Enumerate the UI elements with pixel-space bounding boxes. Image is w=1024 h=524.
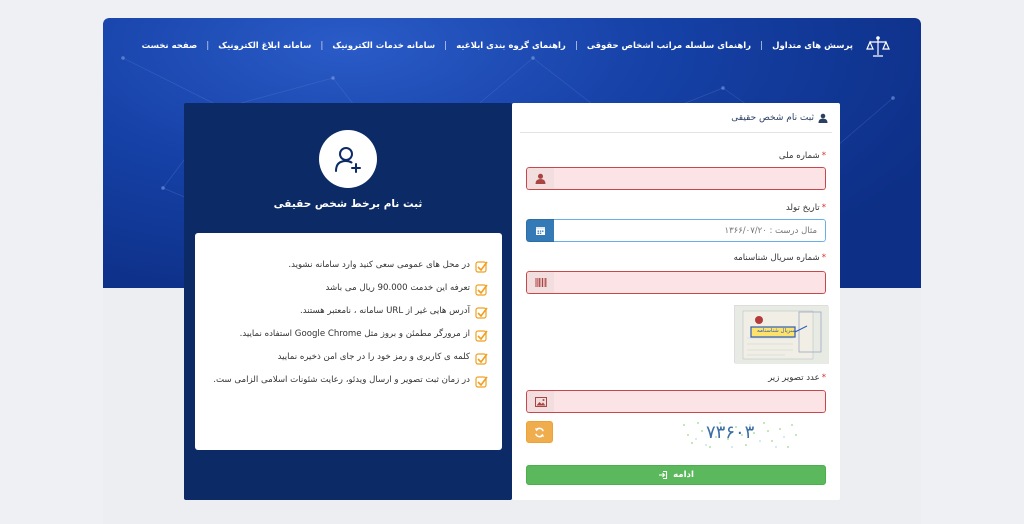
nav-notification-grouping-guide[interactable]: راهنمای گروه بندی ابلاغیه (456, 41, 566, 51)
page-frame (103, 18, 921, 524)
user-icon (818, 113, 828, 123)
top-navigation (142, 36, 853, 56)
image-icon (526, 390, 554, 413)
captcha-field (526, 390, 826, 413)
nav-faq[interactable]: پرسش های متداول (772, 41, 853, 51)
registration-form (512, 103, 840, 500)
rule-text: کلمه ی کاربری و رمز خود را در جای امن ذخیره نمایید (277, 352, 470, 362)
checkbox-checked-icon (475, 260, 488, 273)
nav-separator: | (206, 41, 210, 51)
checkbox-checked-icon (475, 306, 488, 319)
national-id-input[interactable] (554, 167, 826, 190)
required-mark: * (821, 151, 826, 161)
rule-item (209, 351, 488, 365)
captcha-label (768, 373, 826, 383)
user-add-icon (319, 130, 377, 188)
continue-button-label: ادامه (673, 470, 694, 480)
rule-text: آدرس هایی غیر از URL سامانه ، نامعتبر هستند. (300, 306, 470, 316)
calendar-icon[interactable] (526, 219, 554, 242)
serial-sample-image (734, 305, 828, 363)
nav-home[interactable]: صفحه نخست (141, 41, 198, 51)
nav-legal-hierarchy-guide[interactable]: راهنمای سلسله مراتب اشخاص حقوقی (586, 41, 752, 51)
checkbox-checked-icon (475, 375, 488, 388)
nav-separator: | (574, 41, 578, 51)
national-id-label (779, 151, 826, 161)
captcha-input[interactable] (554, 390, 826, 413)
birth-date-input[interactable] (554, 219, 826, 242)
rule-item (209, 282, 488, 296)
checkbox-checked-icon (475, 352, 488, 365)
rule-item (209, 259, 488, 273)
info-panel-title: ثبت نام برخط شخص حقیقی (273, 198, 423, 210)
serial-label (734, 253, 826, 263)
sample-image-caption: سریال شناسنامه (757, 328, 796, 334)
required-mark: * (821, 203, 826, 213)
rule-item (209, 328, 488, 342)
rule-item (209, 374, 488, 388)
nav-separator: | (444, 41, 448, 51)
birth-date-label-text: تاریخ تولد (785, 203, 820, 213)
birth-date-field (526, 219, 826, 242)
required-mark: * (821, 253, 826, 263)
required-mark: * (821, 373, 826, 383)
serial-label-text: شماره سریال شناسنامه (733, 253, 820, 263)
rule-text: تعرفه این خدمت 90.000 ریال می باشد (325, 283, 470, 293)
barcode-icon (526, 271, 554, 294)
rule-item (209, 305, 488, 319)
serial-input[interactable] (554, 271, 826, 294)
national-id-field (526, 167, 826, 190)
login-icon (658, 470, 668, 480)
continue-button[interactable] (526, 465, 826, 485)
rule-text: از مرورگر مطمئن و بروز مثل Google Chrome استفاده نمایید. (239, 329, 470, 339)
captcha-label-text: عدد تصویر زیر (768, 373, 820, 383)
checkbox-checked-icon (475, 329, 488, 342)
birth-date-label (786, 203, 826, 213)
refresh-captcha-button[interactable] (526, 421, 553, 443)
nav-e-services[interactable]: سامانه خدمات الکترونیک (332, 41, 436, 51)
refresh-icon (534, 427, 545, 438)
serial-field (526, 271, 826, 294)
captcha-image (680, 419, 800, 451)
nav-separator: | (320, 41, 324, 51)
scales-of-justice-icon[interactable] (865, 34, 891, 60)
rule-text: در زمان ثبت تصویر و ارسال ویدئو، رعایت شئونات اسلامی الزامی ست. (213, 375, 470, 385)
form-heading (520, 103, 832, 133)
nav-separator: | (760, 41, 764, 51)
user-icon (526, 167, 554, 190)
info-panel (184, 103, 512, 500)
nav-e-notification[interactable]: سامانه ابلاغ الکترونیک (218, 41, 312, 51)
form-heading-text: ثبت نام شخص حقیقی (731, 112, 814, 123)
checkbox-checked-icon (475, 283, 488, 296)
rule-text: در محل های عمومی سعی کنید وارد سامانه نشوید. (288, 260, 470, 270)
rules-box (195, 233, 502, 450)
national-id-label-text: شماره ملی (778, 151, 820, 161)
captcha-image-text: ۷۳۶۰۳ (706, 422, 755, 443)
